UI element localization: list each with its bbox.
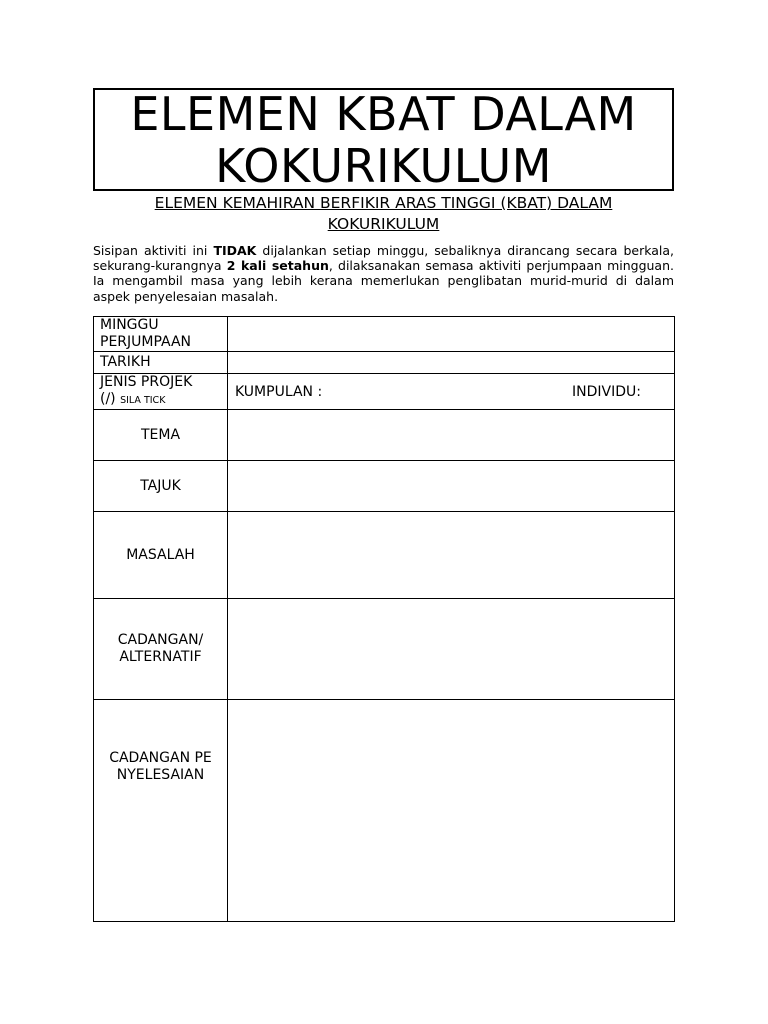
label-cadangan-penyelesaian	[94, 700, 228, 922]
subtitle-line-1: ELEMEN KEMAHIRAN BERFIKIR ARAS TINGGI (KBAT) DALAM	[154, 194, 613, 212]
row-masalah	[94, 512, 675, 599]
intro-text-2: dijalankan setiap minggu, sebaliknya dirancang secara berkala, sekurang-kurangnya	[93, 243, 674, 274]
option-kumpulan[interactable]: KUMPULAN :	[235, 383, 323, 400]
row-cadangan-alternatif	[94, 599, 675, 700]
field-tema[interactable]	[228, 410, 675, 461]
label-masalah: MASALAH	[94, 512, 228, 599]
field-tajuk[interactable]	[228, 461, 675, 512]
row-tema	[94, 410, 675, 461]
label-tajuk: TAJUK	[94, 461, 228, 512]
field-cadangan-penyelesaian[interactable]	[228, 700, 675, 922]
tick-mark: (/)	[100, 391, 116, 407]
label-tema: TEMA	[94, 410, 228, 461]
label-tarikh: TARIKH	[94, 352, 228, 374]
intro-bold-frequency: 2 kali setahun	[226, 258, 329, 274]
option-individu[interactable]: INDIVIDU:	[572, 383, 641, 400]
title-line-2: KOKURIKULUM	[215, 138, 552, 193]
row-tajuk	[94, 461, 675, 512]
intro-text-1: Sisipan aktiviti ini	[93, 243, 214, 258]
field-minggu-perjumpaan[interactable]	[228, 317, 675, 352]
field-jenis-projek	[228, 374, 675, 410]
field-cadangan-alternatif[interactable]	[228, 599, 675, 700]
label-minggu-line-1: MINGGU	[100, 317, 159, 333]
field-tarikh[interactable]	[228, 352, 675, 374]
label-jenis-projek	[94, 374, 228, 410]
title-box	[93, 88, 674, 191]
intro-text-3: , dilaksanakan semasa aktiviti perjumpaan mingguan. Ia mengambil masa yang lebih kerana memerlukan penglibatan murid-murid di dalam aspek penyelesaian masalah.	[93, 258, 674, 304]
row-cadangan-penyelesaian	[94, 700, 675, 922]
label-minggu-perjumpaan	[94, 317, 228, 352]
subtitle	[93, 193, 674, 235]
jenis-options	[228, 384, 674, 400]
subtitle-line-2: KOKURIKULUM	[327, 215, 440, 233]
field-masalah[interactable]	[228, 512, 675, 599]
title-line-1: ELEMEN KBAT DALAM	[130, 86, 637, 141]
row-tarikh	[94, 352, 675, 374]
label-cadangan-alternatif	[94, 599, 228, 700]
row-jenis-projek	[94, 374, 675, 410]
sila-tick-note: SILA TICK	[120, 395, 166, 406]
label-minggu-line-2: PERJUMPAAN	[100, 334, 192, 350]
label-jenis-line-1: JENIS PROJEK	[100, 374, 193, 390]
intro-bold-tidak: TIDAK	[213, 243, 257, 258]
label-cadangan-line-1: CADANGAN/	[117, 632, 204, 648]
row-minggu	[94, 317, 675, 352]
intro-paragraph	[93, 243, 674, 304]
label-cadangan-line-2: ALTERNATIF	[119, 649, 202, 665]
label-penyelesaian-text: CADANGAN PENYELESAIAN	[109, 750, 212, 783]
project-form-table	[93, 316, 675, 922]
label-jenis-line-2	[100, 391, 227, 409]
